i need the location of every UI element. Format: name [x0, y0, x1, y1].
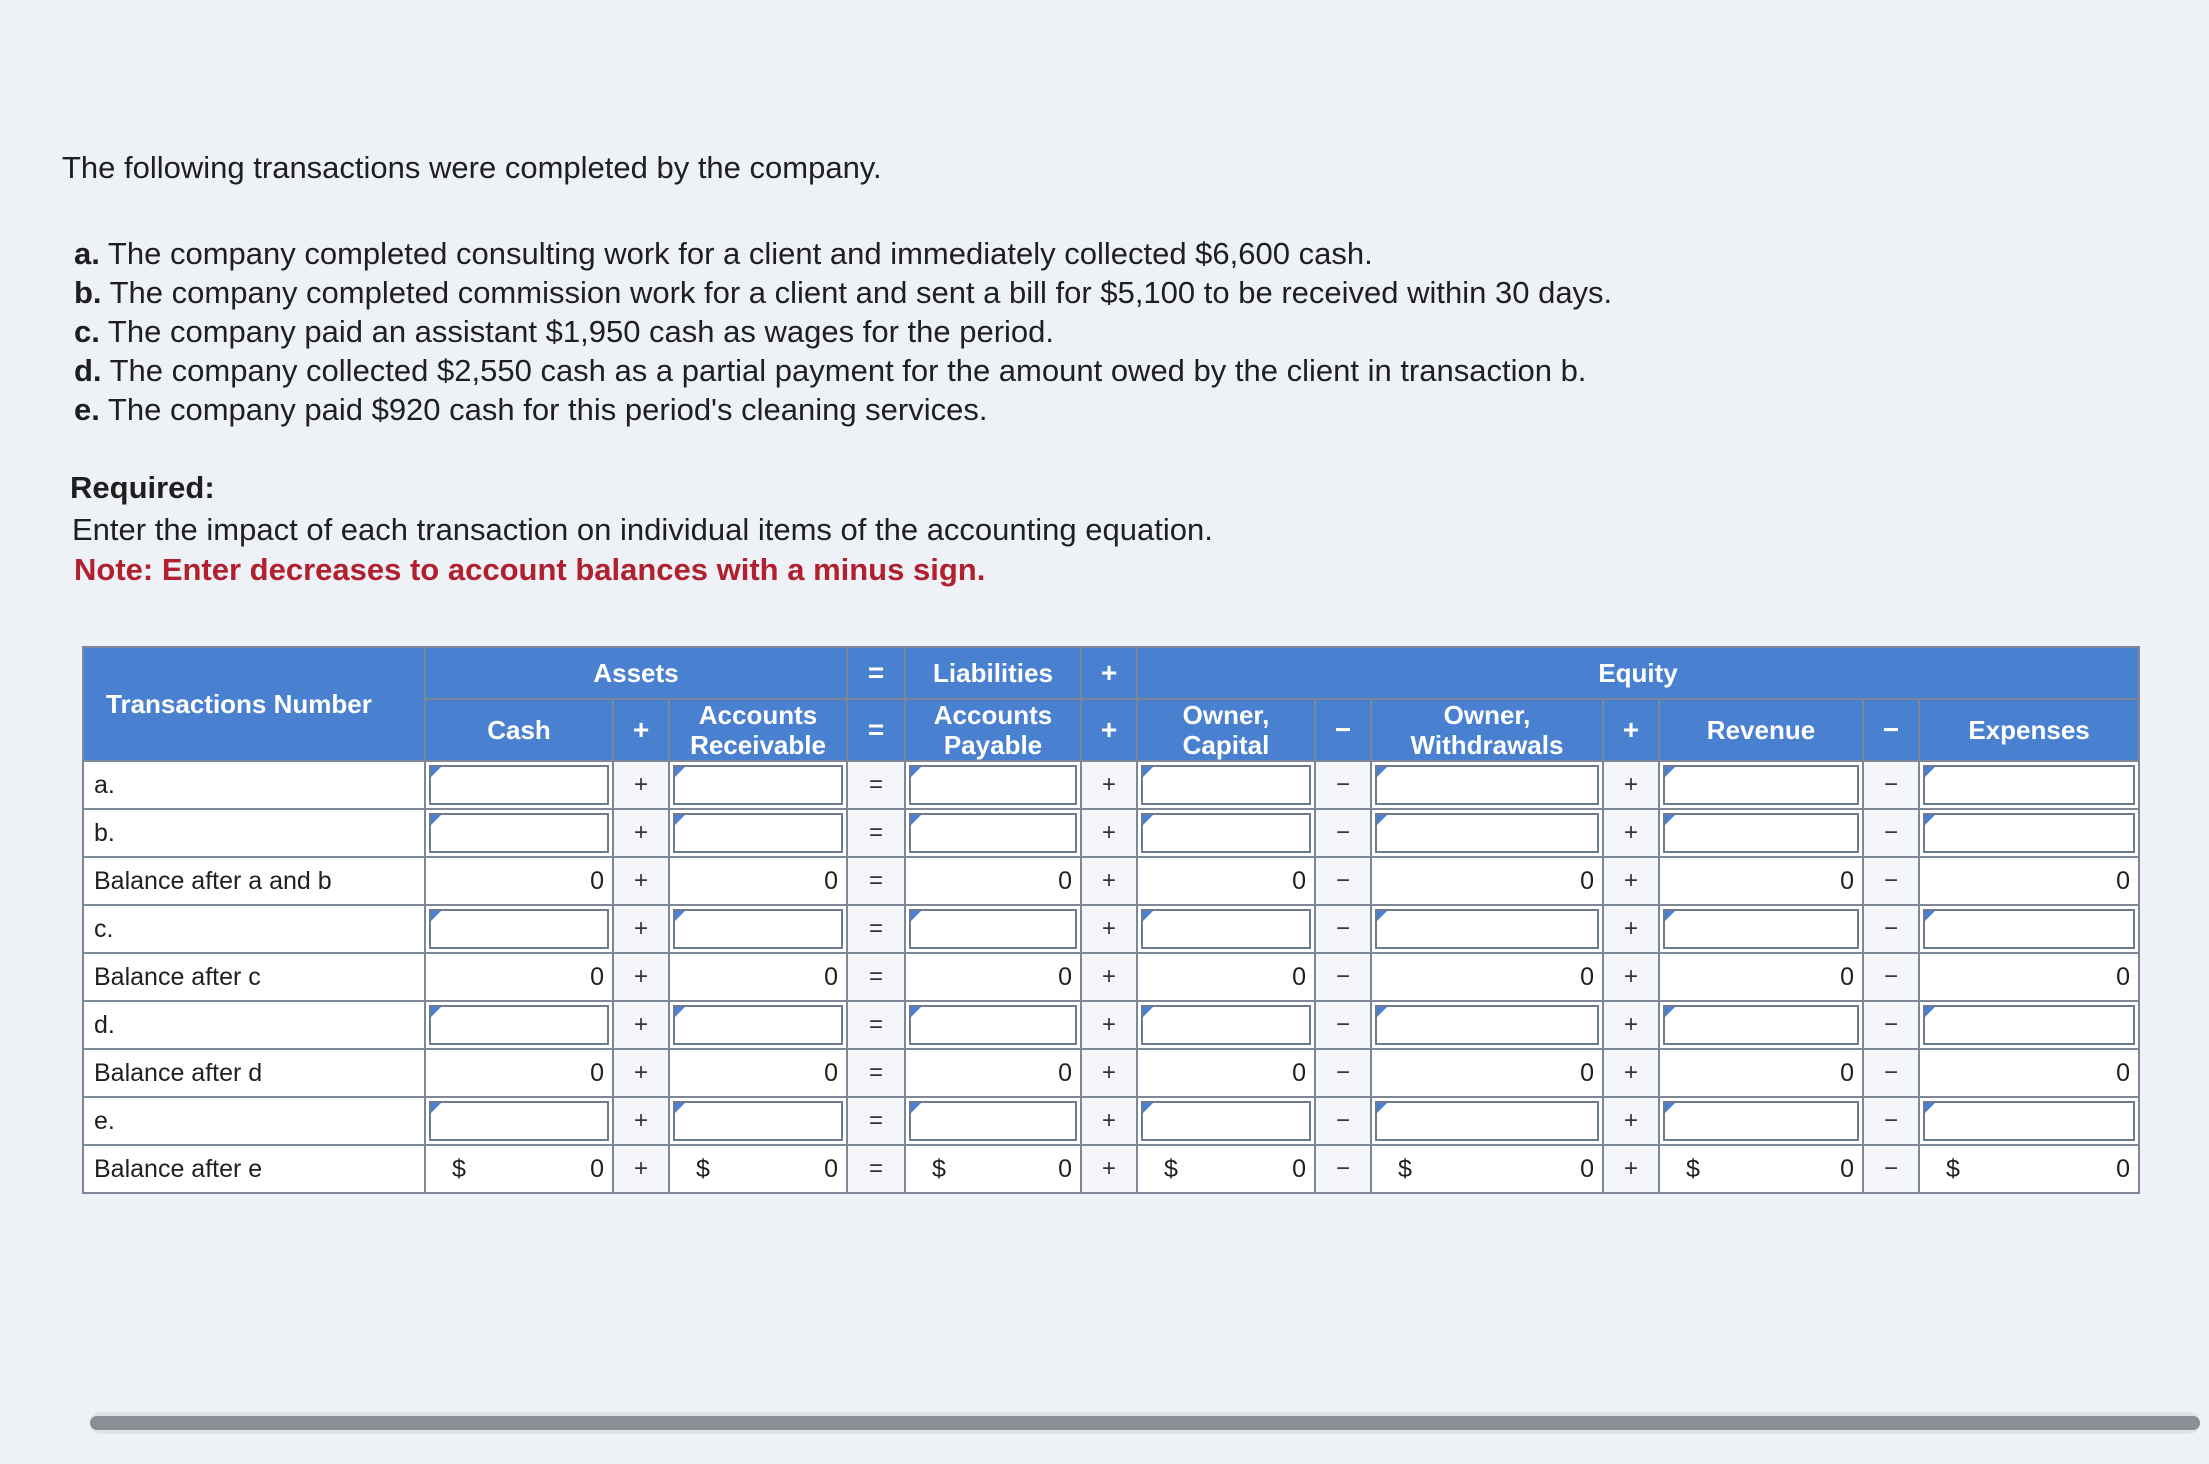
op-plus: +: [1603, 1097, 1659, 1145]
table-row: [83, 1049, 2139, 1097]
owner-capital-input-b[interactable]: [1137, 809, 1315, 857]
op-minus: −: [1315, 905, 1371, 953]
header-expenses: Expenses: [1919, 699, 2139, 761]
op-plus: +: [1603, 953, 1659, 1001]
expenses-balance-c: 0: [1919, 953, 2139, 1001]
row-label-balance-e: Balance after e: [83, 1145, 425, 1193]
header-op-equals: =: [847, 699, 905, 761]
expenses-balance-e: $ 0: [1919, 1145, 2139, 1193]
horizontal-scrollbar-thumb[interactable]: [90, 1416, 2200, 1430]
op-plus: +: [1603, 761, 1659, 809]
op-plus: +: [613, 1097, 669, 1145]
header-equals-sign: =: [847, 647, 905, 699]
header-accounts-payable: Accounts Payable: [905, 699, 1081, 761]
revenue-balance-ab: 0: [1659, 857, 1863, 905]
owner-withdrawals-balance-e: $ 0: [1371, 1145, 1603, 1193]
op-minus: −: [1315, 1145, 1371, 1193]
op-equals: =: [847, 809, 905, 857]
op-plus: +: [1081, 857, 1137, 905]
op-plus: +: [1603, 1001, 1659, 1049]
cash-balance-ab: 0: [425, 857, 613, 905]
revenue-balance-d: 0: [1659, 1049, 1863, 1097]
op-equals: =: [847, 857, 905, 905]
owner-withdrawals-balance-ab: 0: [1371, 857, 1603, 905]
owner-withdrawals-input-d[interactable]: [1371, 1001, 1603, 1049]
revenue-input-c[interactable]: [1659, 905, 1863, 953]
cash-balance-d: 0: [425, 1049, 613, 1097]
op-equals: =: [847, 1145, 905, 1193]
op-plus: +: [1081, 1001, 1137, 1049]
op-minus: −: [1315, 1097, 1371, 1145]
op-plus: +: [1081, 1097, 1137, 1145]
accounts-payable-input-b[interactable]: [905, 809, 1081, 857]
op-plus: +: [1603, 1049, 1659, 1097]
owner-withdrawals-input-a[interactable]: [1371, 761, 1603, 809]
row-label-balance-c: Balance after c: [83, 953, 425, 1001]
op-plus: +: [613, 857, 669, 905]
owner-capital-balance-ab: 0: [1137, 857, 1315, 905]
header-revenue: Revenue: [1659, 699, 1863, 761]
cash-input-a[interactable]: [425, 761, 613, 809]
accounting-equation-table: [82, 646, 2140, 1194]
accounts-payable-balance-e: $ 0: [905, 1145, 1081, 1193]
op-plus: +: [1081, 761, 1137, 809]
owner-capital-balance-c: 0: [1137, 953, 1315, 1001]
op-minus: −: [1863, 761, 1919, 809]
op-plus: +: [1081, 905, 1137, 953]
op-minus: −: [1315, 809, 1371, 857]
required-note: Note: Enter decreases to account balances with a minus sign.: [74, 552, 986, 587]
revenue-balance-c: 0: [1659, 953, 1863, 1001]
op-plus: +: [1081, 1049, 1137, 1097]
op-minus: −: [1315, 1001, 1371, 1049]
header-op-minus: −: [1863, 699, 1919, 761]
owner-withdrawals-balance-c: 0: [1371, 953, 1603, 1001]
accounts-receivable-input-e[interactable]: [669, 1097, 847, 1145]
transaction-e: e. The company paid $920 cash for this period's cleaning services.: [74, 392, 988, 427]
op-minus: −: [1315, 953, 1371, 1001]
row-label-a: a.: [83, 761, 425, 809]
op-minus: −: [1863, 905, 1919, 953]
accounts-receivable-input-a[interactable]: [669, 761, 847, 809]
required-text: Enter the impact of each transaction on individual items of the accounting equation.: [72, 512, 1213, 547]
expenses-balance-ab: 0: [1919, 857, 2139, 905]
accounts-payable-balance-ab: 0: [905, 857, 1081, 905]
op-equals: =: [847, 1001, 905, 1049]
op-minus: −: [1863, 1097, 1919, 1145]
expenses-input-a[interactable]: [1919, 761, 2139, 809]
row-label-balance-ab: Balance after a and b: [83, 857, 425, 905]
op-plus: +: [1603, 1145, 1659, 1193]
header-op-minus: −: [1315, 699, 1371, 761]
op-plus: +: [1603, 809, 1659, 857]
transaction-c: c. The company paid an assistant $1,950 cash as wages for the period.: [74, 314, 1054, 349]
op-equals: =: [847, 905, 905, 953]
revenue-balance-e: $ 0: [1659, 1145, 1863, 1193]
accounts-receivable-balance-ab: 0: [669, 857, 847, 905]
op-minus: −: [1315, 1049, 1371, 1097]
op-minus: −: [1863, 1001, 1919, 1049]
intro-text: The following transactions were completed by the company.: [62, 150, 882, 185]
header-op-plus: +: [613, 699, 669, 761]
op-equals: =: [847, 1097, 905, 1145]
header-cash: Cash: [425, 699, 613, 761]
op-plus: +: [1603, 857, 1659, 905]
owner-capital-balance-e: $ 0: [1137, 1145, 1315, 1193]
accounts-receivable-balance-d: 0: [669, 1049, 847, 1097]
owner-capital-input-a[interactable]: [1137, 761, 1315, 809]
cash-input-d[interactable]: [425, 1001, 613, 1049]
op-plus: +: [1081, 1145, 1137, 1193]
header-plus-sign: +: [1081, 647, 1137, 699]
table-row: [83, 905, 2139, 953]
cash-input-b[interactable]: [425, 809, 613, 857]
table-row: [83, 809, 2139, 857]
owner-withdrawals-balance-d: 0: [1371, 1049, 1603, 1097]
row-label-b: b.: [83, 809, 425, 857]
expenses-input-b[interactable]: [1919, 809, 2139, 857]
transaction-b: b. The company completed commission work for a client and sent a bill for $5,100 to be received within 30 days.: [74, 275, 1613, 310]
revenue-input-e[interactable]: [1659, 1097, 1863, 1145]
header-transactions-number: Transactions Number: [83, 647, 425, 761]
op-plus: +: [613, 1145, 669, 1193]
op-minus: −: [1863, 809, 1919, 857]
op-plus: +: [613, 905, 669, 953]
table-row: [83, 1001, 2139, 1049]
accounts-payable-input-d[interactable]: [905, 1001, 1081, 1049]
row-label-balance-d: Balance after d: [83, 1049, 425, 1097]
accounts-receivable-input-c[interactable]: [669, 905, 847, 953]
accounts-receivable-balance-e: $ 0: [669, 1145, 847, 1193]
op-minus: −: [1863, 1145, 1919, 1193]
table-row: [83, 761, 2139, 809]
op-minus: −: [1315, 857, 1371, 905]
op-minus: −: [1863, 857, 1919, 905]
accounts-payable-input-a[interactable]: [905, 761, 1081, 809]
owner-withdrawals-input-c[interactable]: [1371, 905, 1603, 953]
cash-balance-e: $ 0: [425, 1145, 613, 1193]
row-label-e: e.: [83, 1097, 425, 1145]
required-title: Required:: [70, 470, 215, 505]
owner-capital-balance-d: 0: [1137, 1049, 1315, 1097]
op-minus: −: [1863, 953, 1919, 1001]
accounts-payable-input-c[interactable]: [905, 905, 1081, 953]
row-label-d: d.: [83, 1001, 425, 1049]
cash-input-c[interactable]: [425, 905, 613, 953]
cash-balance-c: 0: [425, 953, 613, 1001]
table-row: [83, 1145, 2139, 1193]
expenses-input-d[interactable]: [1919, 1001, 2139, 1049]
transaction-a: a. The company completed consulting work for a client and immediately collected $6,600 cash.: [74, 236, 1373, 271]
accounts-receivable-balance-c: 0: [669, 953, 847, 1001]
header-op-plus: +: [1081, 699, 1137, 761]
expenses-input-c[interactable]: [1919, 905, 2139, 953]
accounts-payable-balance-c: 0: [905, 953, 1081, 1001]
op-plus: +: [1603, 905, 1659, 953]
revenue-input-d[interactable]: [1659, 1001, 1863, 1049]
owner-capital-input-d[interactable]: [1137, 1001, 1315, 1049]
owner-withdrawals-input-b[interactable]: [1371, 809, 1603, 857]
owner-capital-input-c[interactable]: [1137, 905, 1315, 953]
cash-input-e[interactable]: [425, 1097, 613, 1145]
op-plus: +: [1081, 953, 1137, 1001]
header-assets: Assets: [425, 647, 847, 699]
op-plus: +: [613, 809, 669, 857]
revenue-input-b[interactable]: [1659, 809, 1863, 857]
owner-withdrawals-input-e[interactable]: [1371, 1097, 1603, 1145]
table-row: [83, 1097, 2139, 1145]
table-row: [83, 953, 2139, 1001]
op-plus: +: [613, 761, 669, 809]
table-row: [83, 857, 2139, 905]
op-plus: +: [613, 953, 669, 1001]
op-minus: −: [1315, 761, 1371, 809]
header-op-plus: +: [1603, 699, 1659, 761]
transactions-list: [74, 234, 1612, 429]
op-minus: −: [1863, 1049, 1919, 1097]
op-equals: =: [847, 1049, 905, 1097]
header-equity: Equity: [1137, 647, 2139, 699]
owner-capital-input-e[interactable]: [1137, 1097, 1315, 1145]
row-label-c: c.: [83, 905, 425, 953]
accounts-payable-balance-d: 0: [905, 1049, 1081, 1097]
accounts-receivable-input-b[interactable]: [669, 809, 847, 857]
header-liabilities: Liabilities: [905, 647, 1081, 699]
op-plus: +: [1081, 809, 1137, 857]
header-accounts-receivable: Accounts Receivable: [669, 699, 847, 761]
op-equals: =: [847, 761, 905, 809]
transaction-d: d. The company collected $2,550 cash as a partial payment for the amount owed by the client in transaction b.: [74, 353, 1587, 388]
header-owner-capital: Owner, Capital: [1137, 699, 1315, 761]
revenue-input-a[interactable]: [1659, 761, 1863, 809]
op-plus: +: [613, 1049, 669, 1097]
op-equals: =: [847, 953, 905, 1001]
header-owner-withdrawals: Owner, Withdrawals: [1371, 699, 1603, 761]
op-plus: +: [613, 1001, 669, 1049]
accounts-payable-input-e[interactable]: [905, 1097, 1081, 1145]
accounts-receivable-input-d[interactable]: [669, 1001, 847, 1049]
expenses-input-e[interactable]: [1919, 1097, 2139, 1145]
expenses-balance-d: 0: [1919, 1049, 2139, 1097]
